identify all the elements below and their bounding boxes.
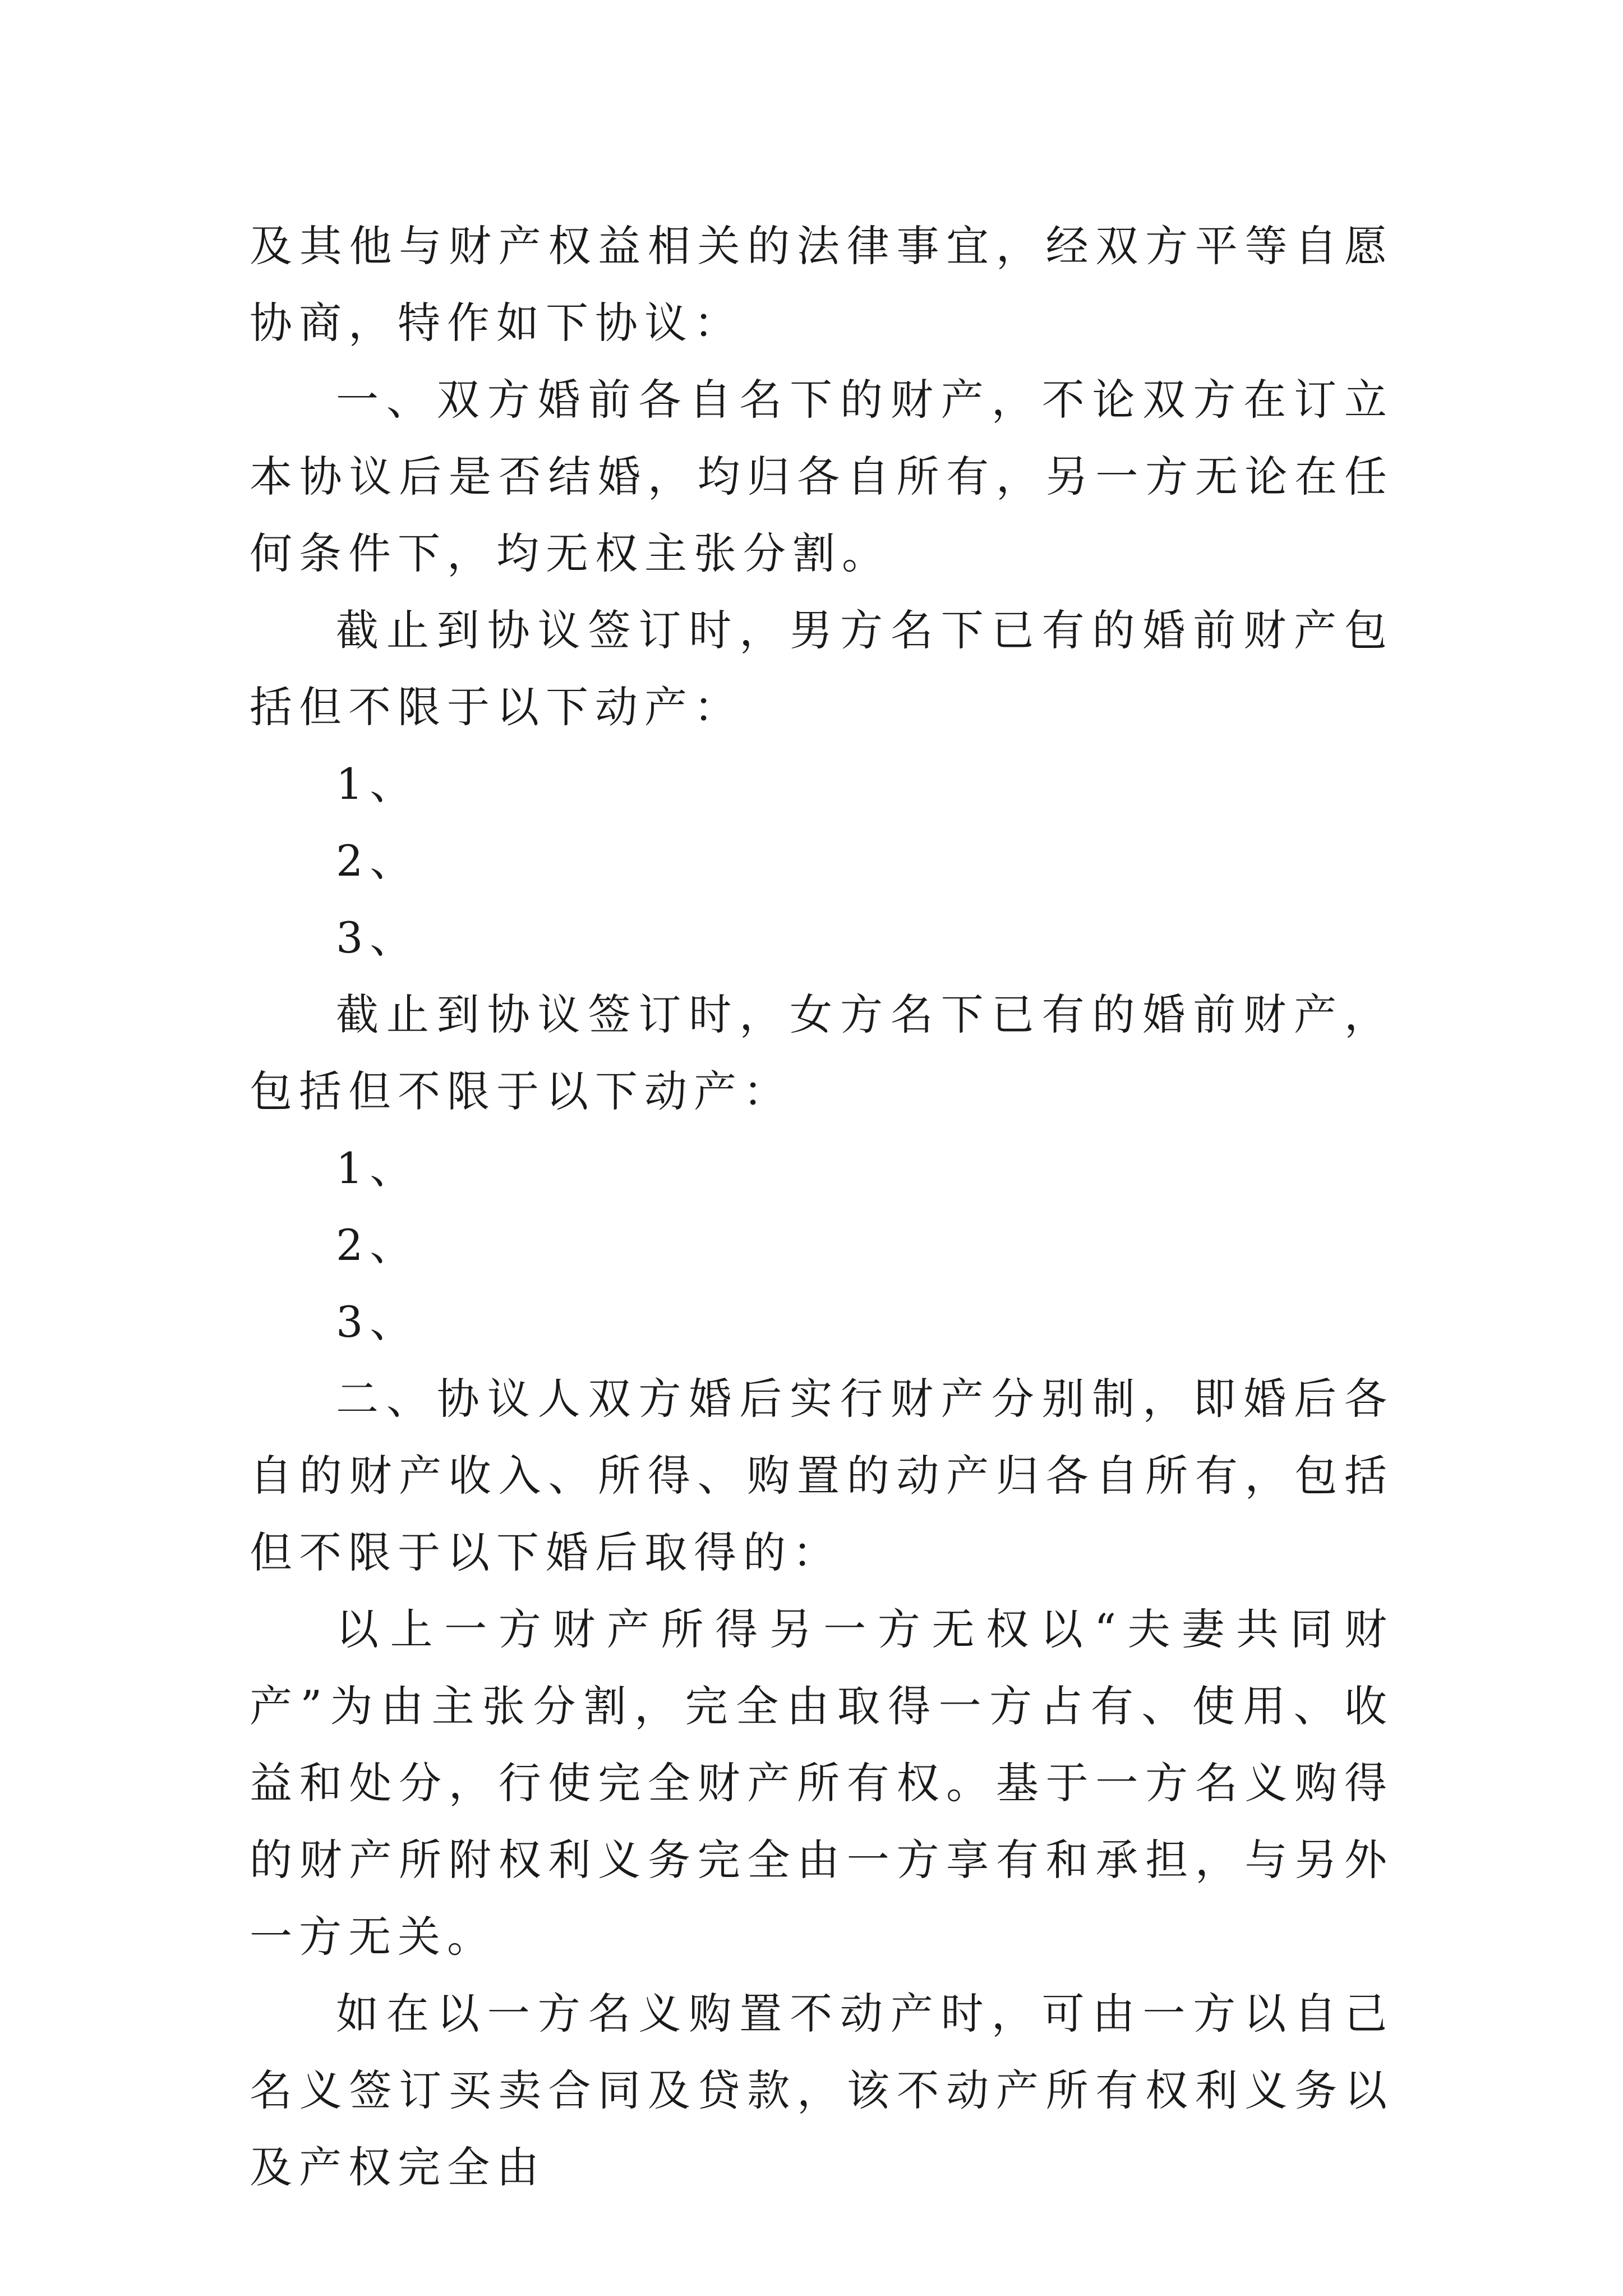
paragraph-clause-one: 一、双方婚前各自名下的财产，不论双方在订立本协议后是否结婚，均归各自所有，另一方无论在任何条件下，均无权主张分割。 xyxy=(250,375,1394,578)
paragraph-female-property: 截止到协议签订时，女方名下已有的婚前财产，包括但不限于以下动产： xyxy=(250,990,1394,1116)
list-item-male-3: 3、 xyxy=(336,913,419,963)
paragraph-clause-two: 二、协议人双方婚后实行财产分别制，即婚后各自的财产收入、所得、购置的动产归各自所有，包括但不限于以下婚后取得的： xyxy=(250,1374,1394,1577)
document-body xyxy=(250,208,1394,2206)
list-item-female-1: 1、 xyxy=(336,1143,419,1193)
paragraph-male-property: 截止到协议签订时，男方名下已有的婚前财产包括但不限于以下动产： xyxy=(250,605,1394,732)
list-item-male-2: 2、 xyxy=(336,836,419,886)
list-item-female-2: 2、 xyxy=(336,1220,419,1270)
paragraph-intro: 及其他与财产权益相关的法律事宜，经双方平等自愿协商，特作如下协议： xyxy=(250,221,1394,348)
paragraph-real-estate: 如在以一方名义购置不动产时，可由一方以自己名义签订买卖合同及贷款，该不动产所有权利义务以及产权完全由 xyxy=(250,1989,1394,2192)
list-item-female-3: 3、 xyxy=(336,1297,419,1347)
paragraph-ownership: 以上一方财产所得另一方无权以“夫妻共同财产”为由主张分割，完全由取得一方占有、使用、收益和处分，行使完全财产所有权。基于一方名义购得的财产所附权利义务完全由一方享有和承担，与另外一方无关。 xyxy=(250,1604,1394,1962)
list-item-male-1: 1、 xyxy=(336,759,419,809)
